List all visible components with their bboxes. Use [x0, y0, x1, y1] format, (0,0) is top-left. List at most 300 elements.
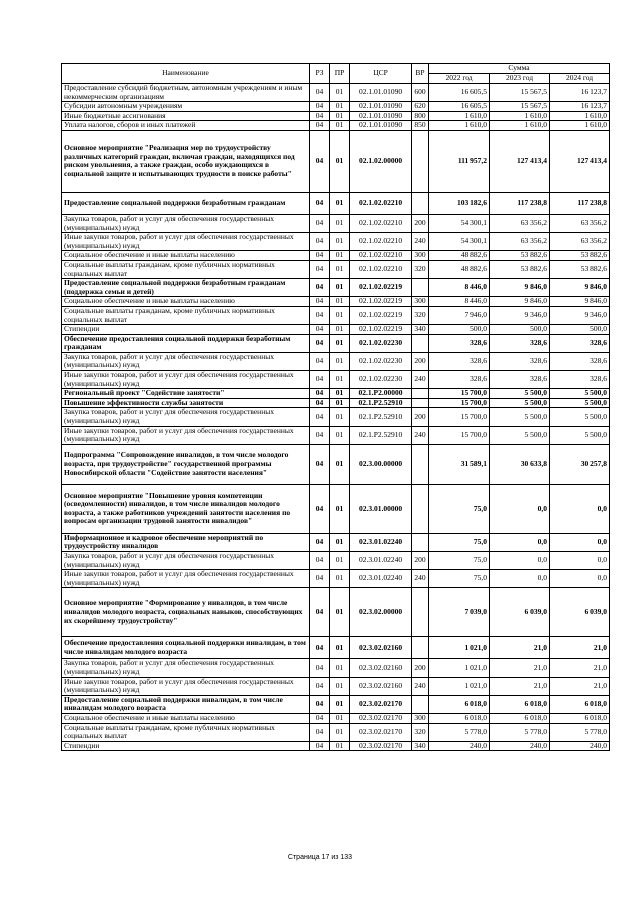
- cell-2022: 111 957,2: [429, 130, 490, 192]
- cell-2024: 500,0: [550, 325, 610, 335]
- cell-name: Иные бюджетные ассигнования: [62, 111, 310, 121]
- cell-2024: 16 123,7: [550, 102, 610, 112]
- cell-2023: 5 500,0: [490, 426, 550, 444]
- cell-vr: 300: [412, 251, 429, 261]
- cell-csr: 02.1.02.02210: [350, 233, 412, 251]
- cell-rz: 04: [310, 297, 330, 307]
- cell-csr: 02.3.01.02240: [350, 570, 412, 588]
- cell-name: Социальное обеспечение и иные выплаты населению: [62, 251, 310, 261]
- header-vr: ВР: [412, 64, 429, 84]
- cell-name: Закупка товаров, работ и услуг для обеспечения государственных (муниципальных) нужд: [62, 659, 310, 677]
- cell-vr: 320: [412, 306, 429, 324]
- cell-name: Обеспечение предоставления социальной поддержки инвалидам, в том числе инвалидам молодого возраста: [62, 637, 310, 659]
- cell-pr: 01: [330, 306, 350, 324]
- cell-2022: 7 946,0: [429, 306, 490, 324]
- cell-rz: 04: [310, 552, 330, 570]
- cell-2023: 53 882,6: [490, 251, 550, 261]
- cell-pr: 01: [330, 371, 350, 389]
- cell-name: Иные закупки товаров, работ и услуг для обеспечения государственных (муниципальных) нужд: [62, 233, 310, 251]
- cell-name: Иные закупки товаров, работ и услуг для обеспечения государственных (муниципальных) нужд: [62, 426, 310, 444]
- cell-2023: 63 356,2: [490, 233, 550, 251]
- table-row: [62, 695, 610, 713]
- cell-csr: 02.3.02.02170: [350, 723, 412, 741]
- cell-pr: 01: [330, 233, 350, 251]
- table-row: [62, 371, 610, 389]
- cell-csr: 02.3.01.00000: [350, 484, 412, 533]
- table-row: [62, 389, 610, 399]
- cell-2023: 1 610,0: [490, 121, 550, 131]
- cell-2023: 0,0: [490, 570, 550, 588]
- cell-vr: 850: [412, 121, 429, 131]
- cell-2024: 6 039,0: [550, 588, 610, 637]
- cell-vr: 240: [412, 570, 429, 588]
- cell-2023: 6 039,0: [490, 588, 550, 637]
- cell-vr: [412, 484, 429, 533]
- cell-2023: 328,6: [490, 334, 550, 352]
- cell-2023: 328,6: [490, 352, 550, 370]
- cell-rz: 04: [310, 398, 330, 408]
- table-row: [62, 84, 610, 102]
- cell-2024: 1 610,0: [550, 111, 610, 121]
- cell-name: Уплата налогов, сборов и иных платежей: [62, 121, 310, 131]
- cell-csr: 02.1.02.02219: [350, 306, 412, 324]
- cell-rz: 04: [310, 214, 330, 232]
- cell-vr: [412, 279, 429, 297]
- cell-pr: 01: [330, 121, 350, 131]
- cell-pr: 01: [330, 484, 350, 533]
- cell-2022: 6 018,0: [429, 695, 490, 713]
- cell-rz: 04: [310, 570, 330, 588]
- cell-rz: 04: [310, 637, 330, 659]
- cell-csr: 02.3.02.02160: [350, 659, 412, 677]
- cell-2024: 21,0: [550, 659, 610, 677]
- cell-2023: 21,0: [490, 637, 550, 659]
- cell-vr: 340: [412, 741, 429, 751]
- cell-csr: 02.1.02.02219: [350, 325, 412, 335]
- cell-pr: 01: [330, 659, 350, 677]
- cell-vr: [412, 398, 429, 408]
- cell-2022: 75,0: [429, 533, 490, 551]
- cell-2024: 328,6: [550, 352, 610, 370]
- cell-pr: 01: [330, 552, 350, 570]
- cell-2023: 9 846,0: [490, 297, 550, 307]
- cell-2022: 6 018,0: [429, 713, 490, 723]
- cell-2022: 103 182,6: [429, 192, 490, 214]
- cell-name: Социальное обеспечение и иные выплаты населению: [62, 297, 310, 307]
- cell-2022: 328,6: [429, 334, 490, 352]
- cell-pr: 01: [330, 325, 350, 335]
- cell-rz: 04: [310, 334, 330, 352]
- header-pr: ПР: [330, 64, 350, 84]
- cell-vr: [412, 192, 429, 214]
- cell-rz: 04: [310, 484, 330, 533]
- cell-pr: 01: [330, 84, 350, 102]
- cell-2023: 15 567,5: [490, 102, 550, 112]
- cell-2024: 53 882,6: [550, 251, 610, 261]
- cell-name: Социальные выплаты гражданам, кроме публичных нормативных социальных выплат: [62, 723, 310, 741]
- table-row: [62, 426, 610, 444]
- cell-2022: 15 700,0: [429, 426, 490, 444]
- cell-vr: [412, 695, 429, 713]
- cell-rz: 04: [310, 352, 330, 370]
- table-row: [62, 723, 610, 741]
- cell-2022: 1 021,0: [429, 659, 490, 677]
- cell-2024: 5 500,0: [550, 426, 610, 444]
- cell-2024: 30 257,8: [550, 444, 610, 484]
- cell-2022: 1 610,0: [429, 111, 490, 121]
- cell-2024: 117 238,8: [550, 192, 610, 214]
- table-row: [62, 214, 610, 232]
- cell-pr: 01: [330, 334, 350, 352]
- cell-pr: 01: [330, 533, 350, 551]
- cell-csr: 02.3.01.02240: [350, 552, 412, 570]
- cell-name: Предоставление социальной поддержки безработным гражданам: [62, 192, 310, 214]
- cell-name: Закупка товаров, работ и услуг для обеспечения государственных (муниципальных) нужд: [62, 408, 310, 426]
- cell-2022: 7 039,0: [429, 588, 490, 637]
- cell-2023: 0,0: [490, 552, 550, 570]
- cell-vr: 240: [412, 426, 429, 444]
- cell-csr: 02.1.02.02210: [350, 214, 412, 232]
- cell-2022: 1 610,0: [429, 121, 490, 131]
- cell-2023: 5 778,0: [490, 723, 550, 741]
- cell-pr: 01: [330, 102, 350, 112]
- cell-csr: 02.1.02.00000: [350, 130, 412, 192]
- table-row: [62, 325, 610, 335]
- cell-pr: 01: [330, 444, 350, 484]
- cell-vr: [412, 334, 429, 352]
- cell-vr: 340: [412, 325, 429, 335]
- table-row: [62, 637, 610, 659]
- cell-rz: 04: [310, 130, 330, 192]
- cell-2024: 63 356,2: [550, 214, 610, 232]
- cell-2024: 16 123,7: [550, 84, 610, 102]
- cell-rz: 04: [310, 426, 330, 444]
- cell-name: Социальные выплаты гражданам, кроме публичных нормативных социальных выплат: [62, 306, 310, 324]
- cell-pr: 01: [330, 214, 350, 232]
- cell-csr: 02.1.02.02210: [350, 251, 412, 261]
- table-row: [62, 297, 610, 307]
- cell-csr: 02.1.Р2.52910: [350, 398, 412, 408]
- cell-name: Подпрограмма "Сопровождение инвалидов, в том числе молодого возраста, при трудоустройстве" государственной программы Новосибирской области "Содействие занятости населения": [62, 444, 310, 484]
- cell-rz: 04: [310, 713, 330, 723]
- cell-2022: 16 605,5: [429, 84, 490, 102]
- cell-pr: 01: [330, 279, 350, 297]
- cell-csr: 02.1.02.02219: [350, 279, 412, 297]
- cell-2024: 0,0: [550, 533, 610, 551]
- cell-pr: 01: [330, 723, 350, 741]
- cell-csr: 02.1.Р2.52910: [350, 426, 412, 444]
- table-row: [62, 659, 610, 677]
- table-row: [62, 677, 610, 695]
- cell-csr: 02.1.02.02210: [350, 192, 412, 214]
- cell-pr: 01: [330, 408, 350, 426]
- cell-vr: 200: [412, 408, 429, 426]
- cell-csr: 02.1.Р2.00000: [350, 389, 412, 399]
- table-row: [62, 533, 610, 551]
- cell-2022: 240,0: [429, 741, 490, 751]
- cell-rz: 04: [310, 279, 330, 297]
- cell-2024: 6 018,0: [550, 695, 610, 713]
- cell-vr: 600: [412, 84, 429, 102]
- cell-rz: 04: [310, 325, 330, 335]
- cell-2022: 5 778,0: [429, 723, 490, 741]
- cell-name: Стипендии: [62, 741, 310, 751]
- cell-2023: 53 882,6: [490, 260, 550, 278]
- cell-2022: 48 882,6: [429, 251, 490, 261]
- cell-vr: [412, 130, 429, 192]
- cell-vr: 200: [412, 552, 429, 570]
- cell-vr: 200: [412, 659, 429, 677]
- header-name: Наименование: [62, 64, 310, 84]
- cell-name: Иные закупки товаров, работ и услуг для обеспечения государственных (муниципальных) нужд: [62, 677, 310, 695]
- cell-rz: 04: [310, 659, 330, 677]
- cell-2022: 54 300,1: [429, 233, 490, 251]
- cell-rz: 04: [310, 251, 330, 261]
- cell-pr: 01: [330, 260, 350, 278]
- cell-csr: 02.1.Р2.52910: [350, 408, 412, 426]
- cell-2022: 15 700,0: [429, 398, 490, 408]
- budget-table: [61, 63, 610, 751]
- cell-name: Социальное обеспечение и иные выплаты населению: [62, 713, 310, 723]
- cell-csr: 02.1.01.01090: [350, 84, 412, 102]
- cell-csr: 02.1.02.02219: [350, 297, 412, 307]
- cell-rz: 04: [310, 371, 330, 389]
- table-row: [62, 408, 610, 426]
- cell-pr: 01: [330, 192, 350, 214]
- header-sum: Сумма: [429, 64, 610, 74]
- table-row: [62, 279, 610, 297]
- cell-pr: 01: [330, 588, 350, 637]
- cell-rz: 04: [310, 408, 330, 426]
- cell-vr: 200: [412, 214, 429, 232]
- cell-pr: 01: [330, 251, 350, 261]
- cell-pr: 01: [330, 426, 350, 444]
- cell-2022: 15 700,0: [429, 408, 490, 426]
- cell-2022: 1 021,0: [429, 677, 490, 695]
- cell-2024: 0,0: [550, 484, 610, 533]
- cell-name: Информационное и кадровое обеспечение мероприятий по трудоустройству инвалидов: [62, 533, 310, 551]
- cell-2023: 5 500,0: [490, 398, 550, 408]
- cell-2023: 117 238,8: [490, 192, 550, 214]
- table-row: [62, 713, 610, 723]
- cell-csr: 02.1.01.01090: [350, 121, 412, 131]
- cell-rz: 04: [310, 260, 330, 278]
- cell-2024: 5 500,0: [550, 389, 610, 399]
- cell-name: Основное мероприятие "Повышение уровня компетенции (осведомленности) инвалидов, в том числе инвалидов молодого возраста, а также работников учреждений занятости населения по вопросам организации трудовой занятости инвалидов": [62, 484, 310, 533]
- cell-csr: 02.3.01.02240: [350, 533, 412, 551]
- cell-name: Иные закупки товаров, работ и услуг для обеспечения государственных (муниципальных) нужд: [62, 570, 310, 588]
- page-footer: Страница 17 из 133: [287, 854, 353, 861]
- cell-csr: 02.3.02.02170: [350, 695, 412, 713]
- cell-2024: 53 882,6: [550, 260, 610, 278]
- cell-2023: 328,6: [490, 371, 550, 389]
- table-body: [62, 84, 610, 751]
- cell-pr: 01: [330, 398, 350, 408]
- table-row: [62, 588, 610, 637]
- cell-csr: 02.1.02.02230: [350, 371, 412, 389]
- cell-2023: 5 500,0: [490, 408, 550, 426]
- cell-2022: 8 446,0: [429, 297, 490, 307]
- cell-rz: 04: [310, 233, 330, 251]
- cell-csr: 02.1.02.02230: [350, 334, 412, 352]
- cell-2023: 30 633,8: [490, 444, 550, 484]
- cell-csr: 02.1.02.02210: [350, 260, 412, 278]
- cell-name: Закупка товаров, работ и услуг для обеспечения государственных (муниципальных) нужд: [62, 352, 310, 370]
- cell-vr: 800: [412, 111, 429, 121]
- cell-2023: 9 346,0: [490, 306, 550, 324]
- cell-rz: 04: [310, 121, 330, 131]
- table-row: [62, 121, 610, 131]
- cell-2023: 0,0: [490, 484, 550, 533]
- cell-csr: 02.3.02.02160: [350, 677, 412, 695]
- cell-name: Основное мероприятие "Формирование у инвалидов, в том числе инвалидов молодого возраста, социальных навыков, способствующих их скорейшему трудоустройству": [62, 588, 310, 637]
- cell-rz: 04: [310, 306, 330, 324]
- cell-2022: 16 605,5: [429, 102, 490, 112]
- table-row: [62, 260, 610, 278]
- cell-vr: 200: [412, 352, 429, 370]
- cell-pr: 01: [330, 111, 350, 121]
- cell-vr: 240: [412, 233, 429, 251]
- header-year-2023: 2023 год: [490, 74, 550, 84]
- cell-csr: 02.3.02.02170: [350, 741, 412, 751]
- cell-2023: 240,0: [490, 741, 550, 751]
- cell-2024: 21,0: [550, 637, 610, 659]
- cell-vr: 620: [412, 102, 429, 112]
- cell-name: Обеспечение предоставления социальной поддержки безработным гражданам: [62, 334, 310, 352]
- table-row: [62, 444, 610, 484]
- cell-vr: 240: [412, 677, 429, 695]
- cell-rz: 04: [310, 677, 330, 695]
- cell-name: Социальные выплаты гражданам, кроме публичных нормативных социальных выплат: [62, 260, 310, 278]
- cell-2024: 63 356,2: [550, 233, 610, 251]
- cell-csr: 02.3.02.00000: [350, 588, 412, 637]
- cell-vr: 300: [412, 297, 429, 307]
- cell-pr: 01: [330, 741, 350, 751]
- cell-csr: 02.1.01.01090: [350, 102, 412, 112]
- cell-2022: 54 300,1: [429, 214, 490, 232]
- cell-2022: 8 446,0: [429, 279, 490, 297]
- cell-name: Основное мероприятие "Реализация мер по трудоустройству различных категорий граждан, включая граждан, находящихся под риском увольнения, а также граждан, особо нуждающихся в социальной защите и испытывающих трудности в поиске работы": [62, 130, 310, 192]
- table-row: [62, 233, 610, 251]
- table-row: [62, 130, 610, 192]
- cell-2024: 328,6: [550, 371, 610, 389]
- cell-name: Закупка товаров, работ и услуг для обеспечения государственных (муниципальных) нужд: [62, 214, 310, 232]
- cell-2024: 5 500,0: [550, 408, 610, 426]
- table-row: [62, 306, 610, 324]
- cell-2023: 6 018,0: [490, 713, 550, 723]
- table-row: [62, 251, 610, 261]
- cell-2023: 21,0: [490, 659, 550, 677]
- cell-vr: [412, 444, 429, 484]
- cell-rz: 04: [310, 741, 330, 751]
- table-row: [62, 352, 610, 370]
- cell-2022: 328,6: [429, 371, 490, 389]
- cell-name: Иные закупки товаров, работ и услуг для обеспечения государственных (муниципальных) нужд: [62, 371, 310, 389]
- cell-2022: 75,0: [429, 552, 490, 570]
- cell-vr: 320: [412, 723, 429, 741]
- cell-vr: [412, 389, 429, 399]
- cell-2022: 15 700,0: [429, 389, 490, 399]
- cell-name: Региональный проект "Содействие занятости": [62, 389, 310, 399]
- cell-2024: 127 413,4: [550, 130, 610, 192]
- cell-2024: 21,0: [550, 677, 610, 695]
- header-year-2022: 2022 год: [429, 74, 490, 84]
- cell-rz: 04: [310, 102, 330, 112]
- cell-pr: 01: [330, 695, 350, 713]
- cell-vr: [412, 637, 429, 659]
- cell-rz: 04: [310, 192, 330, 214]
- cell-rz: 04: [310, 111, 330, 121]
- cell-rz: 04: [310, 389, 330, 399]
- cell-2022: 1 021,0: [429, 637, 490, 659]
- cell-2024: 9 846,0: [550, 279, 610, 297]
- cell-2023: 127 413,4: [490, 130, 550, 192]
- cell-csr: 02.1.02.02230: [350, 352, 412, 370]
- cell-2023: 21,0: [490, 677, 550, 695]
- cell-pr: 01: [330, 389, 350, 399]
- table-row: [62, 102, 610, 112]
- cell-2022: 75,0: [429, 484, 490, 533]
- cell-2022: 328,6: [429, 352, 490, 370]
- cell-rz: 04: [310, 695, 330, 713]
- cell-2023: 500,0: [490, 325, 550, 335]
- cell-pr: 01: [330, 352, 350, 370]
- cell-name: Предоставление социальной поддержки безработным гражданам (поддержка семьи и детей): [62, 279, 310, 297]
- cell-rz: 04: [310, 533, 330, 551]
- cell-pr: 01: [330, 713, 350, 723]
- cell-vr: [412, 533, 429, 551]
- table-row: [62, 741, 610, 751]
- header-year-2024: 2024 год: [550, 74, 610, 84]
- cell-2024: 1 610,0: [550, 121, 610, 131]
- cell-vr: 320: [412, 260, 429, 278]
- cell-2023: 63 356,2: [490, 214, 550, 232]
- table-row: [62, 552, 610, 570]
- cell-2024: 6 018,0: [550, 713, 610, 723]
- cell-name: Стипендии: [62, 325, 310, 335]
- table-row: [62, 570, 610, 588]
- table-row: [62, 192, 610, 214]
- cell-2022: 48 882,6: [429, 260, 490, 278]
- cell-vr: [412, 588, 429, 637]
- cell-name: Предоставление субсидий бюджетным, автономным учреждениям и иным некоммерческим организациям: [62, 84, 310, 102]
- cell-csr: 02.1.01.01090: [350, 111, 412, 121]
- cell-2023: 0,0: [490, 533, 550, 551]
- cell-csr: 02.3.02.02170: [350, 713, 412, 723]
- cell-name: Предоставление социальной поддержки инвалидам, в том числе инвалидам молодого возраста: [62, 695, 310, 713]
- cell-pr: 01: [330, 130, 350, 192]
- cell-2024: 5 778,0: [550, 723, 610, 741]
- cell-vr: 300: [412, 713, 429, 723]
- table-row: [62, 334, 610, 352]
- cell-pr: 01: [330, 677, 350, 695]
- cell-csr: 02.3.00.00000: [350, 444, 412, 484]
- cell-rz: 04: [310, 444, 330, 484]
- cell-2023: 6 018,0: [490, 695, 550, 713]
- cell-2023: 15 567,5: [490, 84, 550, 102]
- cell-pr: 01: [330, 297, 350, 307]
- cell-2024: 328,6: [550, 334, 610, 352]
- cell-rz: 04: [310, 588, 330, 637]
- header-csr: ЦСР: [350, 64, 412, 84]
- cell-vr: 240: [412, 371, 429, 389]
- cell-2022: 31 589,1: [429, 444, 490, 484]
- cell-2022: 500,0: [429, 325, 490, 335]
- cell-2024: 9 846,0: [550, 297, 610, 307]
- cell-pr: 01: [330, 637, 350, 659]
- cell-pr: 01: [330, 570, 350, 588]
- cell-2023: 1 610,0: [490, 111, 550, 121]
